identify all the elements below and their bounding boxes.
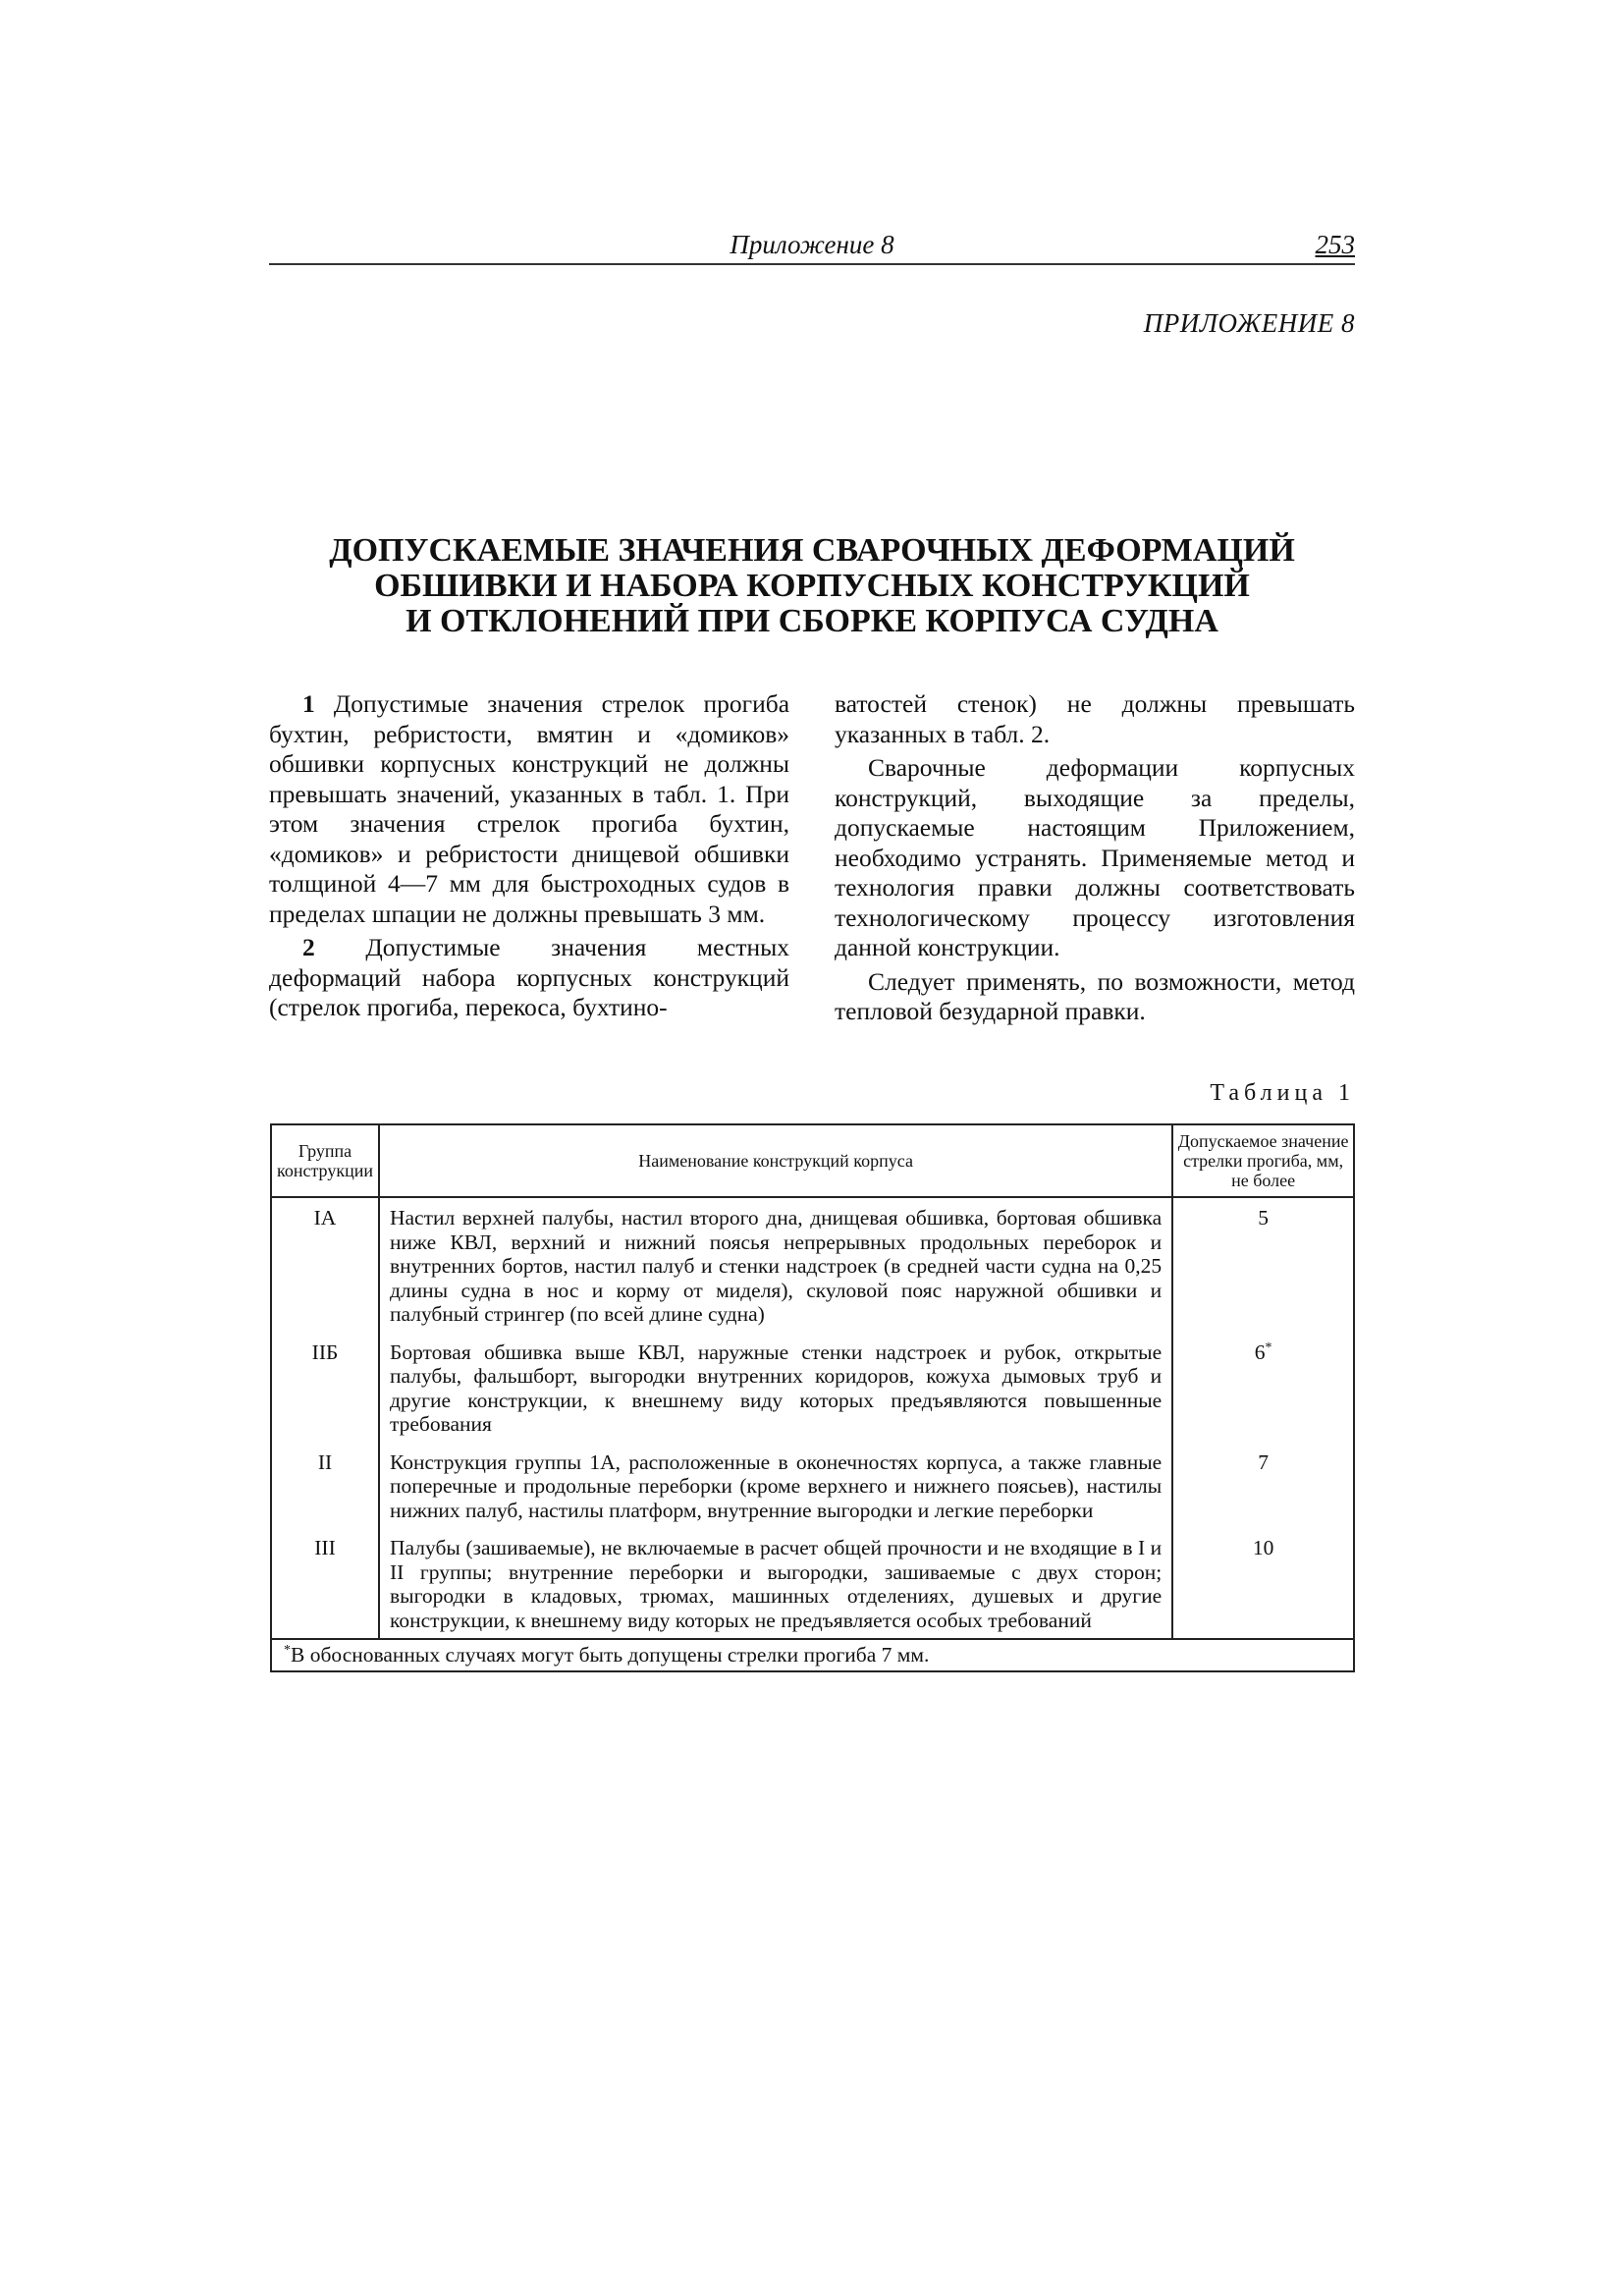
row-value <box>1172 1443 1354 1529</box>
paragraph-1 <box>269 689 789 929</box>
paragraph-2-continued: ватостей стенок) не должны превышать указанных в табл. 2. <box>835 689 1355 748</box>
row-value-number: 7 <box>1258 1449 1269 1474</box>
row-name: Конструкция группы 1А, расположенные в оконечностях корпуса, а также главные поперечные и продольные переборки (кроме верхнего и нижнего поясьев), настилы нижних палуб, настилы платформ, внутренние выгородки и легкие переборки <box>379 1443 1172 1529</box>
table-footnote <box>271 1639 1354 1671</box>
right-column <box>835 689 1355 1027</box>
table-row <box>271 1528 1354 1639</box>
paragraph-3: Сварочные деформации корпусных конструкций, выходящие за пределы, допускаемые настоящим Приложением, необходимо устранять. Применяемые метод и технология правки должны соответствовать технологическому процессу изготовления данной конструкции. <box>835 753 1355 961</box>
row-group: IA <box>271 1197 379 1333</box>
header-value: Допускаемое значение стрелки прогиба, мм, не более <box>1172 1124 1354 1197</box>
running-header <box>269 228 1355 265</box>
page-number: 253 <box>1315 230 1355 259</box>
row-value <box>1172 1333 1354 1443</box>
title-line-2: ОБШИВКИ И НАБОРА КОРПУСНЫХ КОНСТРУКЦИЙ <box>374 568 1250 604</box>
table-caption: Таблица 1 <box>1210 1080 1355 1106</box>
row-value <box>1172 1197 1354 1333</box>
paragraph-2-number: 2 <box>302 933 315 961</box>
deformation-table <box>270 1123 1355 1672</box>
row-value-number: 10 <box>1252 1536 1274 1559</box>
table-row <box>271 1443 1354 1529</box>
title-line-1: ДОПУСКАЕМЫЕ ЗНАЧЕНИЯ СВАРОЧНЫХ ДЕФОРМАЦИЙ <box>329 532 1295 569</box>
row-group: II <box>271 1443 379 1529</box>
footnote-mark: * <box>284 1642 291 1658</box>
row-note-mark: * <box>1265 1339 1272 1355</box>
row-value <box>1172 1528 1354 1639</box>
footnote-text: В обоснованных случаях могут быть допущены стрелки прогиба 7 мм. <box>291 1643 930 1667</box>
table-row <box>271 1197 1354 1333</box>
paragraph-4: Следует применять, по возможности, метод тепловой безударной правки. <box>835 966 1355 1025</box>
row-value-number: 6 <box>1254 1339 1266 1364</box>
row-group: III <box>271 1528 379 1639</box>
row-name: Палубы (зашиваемые), не включаемые в расчет общей прочности и не входящие в I и II группы; внутренние переборки и выгородки, зашиваемые с двух сторон; выгородки в кладовых, трюмах, машинных отделениях, душевых и другие конструкции, к внешнему виду которых не предъявляется особых требований <box>379 1528 1172 1639</box>
paragraph-1-number: 1 <box>302 689 315 718</box>
appendix-label: ПРИЛОЖЕНИЕ 8 <box>1143 308 1355 338</box>
left-column <box>269 689 789 1023</box>
row-name: Настил верхней палубы, настил второго дна, днищевая обшивка, бортовая обшивка ниже КВЛ, верхний и нижний поясья непрерывных продольных переборок и внутренних бортов, настил палуб и стенки надстроек (в средней части судна на 0,25 длины судна в нос и корму от миделя), скуловой пояс наружной обшивки и палубный стрингер (по всей длине судна) <box>379 1197 1172 1333</box>
table-row <box>271 1333 1354 1443</box>
running-title: Приложение 8 <box>730 230 894 259</box>
title-line-3: И ОТКЛОНЕНИЙ ПРИ СБОРКЕ КОРПУСА СУДНА <box>406 603 1218 639</box>
row-value-number: 5 <box>1258 1206 1269 1230</box>
header-name: Наименование конструкций корпуса <box>379 1124 1172 1197</box>
table-header-row <box>271 1124 1354 1197</box>
table-footnote-row <box>271 1639 1354 1671</box>
row-name: Бортовая обшивка выше КВЛ, наружные стенки надстроек и рубок, открытые палубы, фальшборт, выгородки внутренних коридоров, кожуха дымовых труб и другие конструкции, к внешнему виду которых предъявляются повышенные требования <box>379 1333 1172 1443</box>
header-group: Группа конструкции <box>271 1124 379 1197</box>
page-title <box>269 533 1355 639</box>
paragraph-2-text: Допустимые значения местных деформаций набора корпусных конструкций (стрелок прогиба, перекоса, бухтино- <box>269 933 790 1021</box>
row-group: IIБ <box>271 1333 379 1443</box>
paragraph-2 <box>269 933 789 1023</box>
paragraph-1-text: Допустимые значения стрелок прогиба бухтин, ребристости, вмятин и «домиков» обшивки корпусных конструкций не должны превышать значений, указанных в табл. 1. При этом значения стрелок прогиба бухтин, «домиков» и ребристости днищевой обшивки толщиной 4—7 мм для быстроходных судов в пределах шпации не должны превышать 3 мм. <box>269 689 790 928</box>
